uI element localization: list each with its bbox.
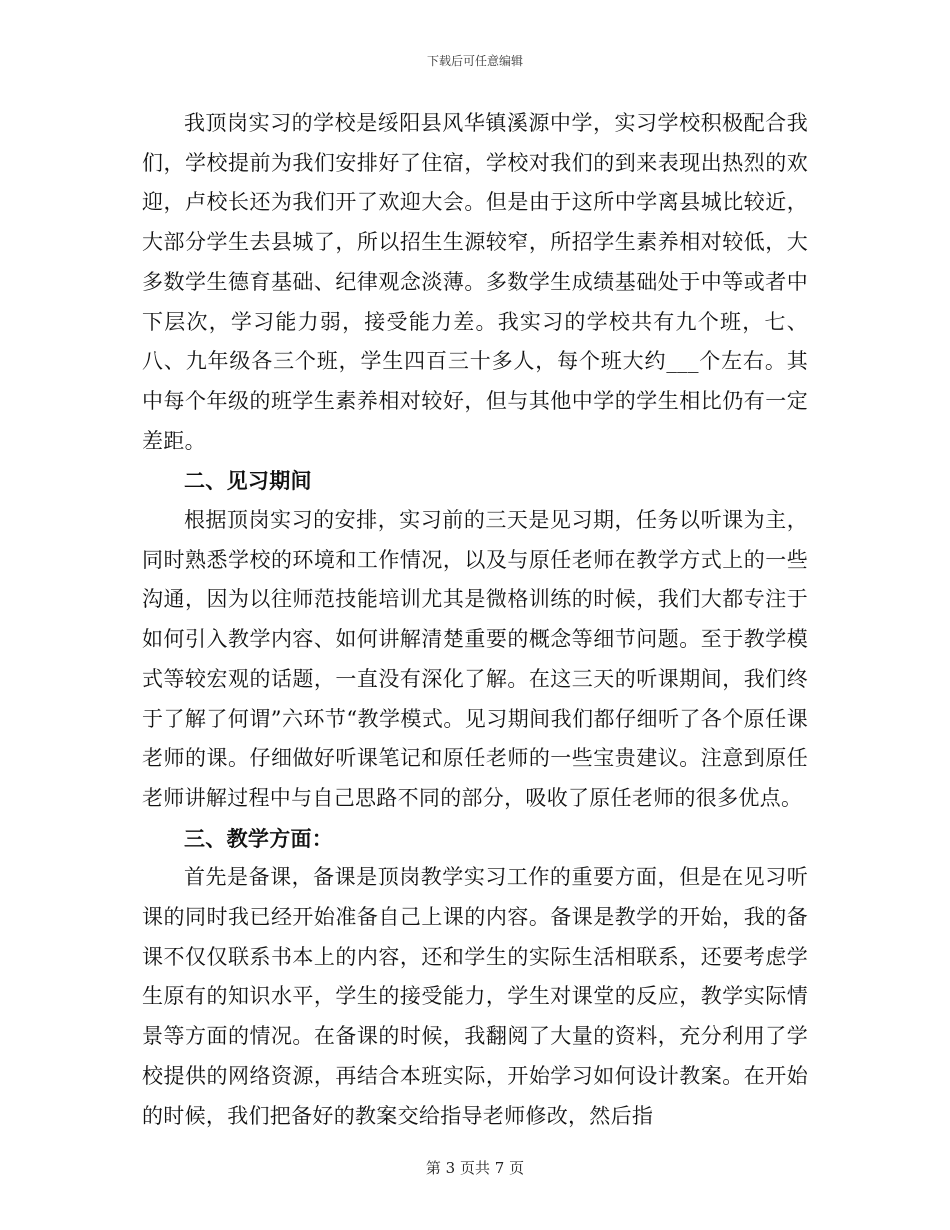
section-heading-teaching: 三、教学方面： bbox=[184, 825, 334, 851]
page-footer: 第 3 页共 7 页 bbox=[425, 1159, 525, 1177]
section-heading-observation: 二、见习期间 bbox=[184, 468, 312, 494]
paragraph-observation: 根据顶岗实习的安排，实习前的三天是见习期，任务以听课为主，同时熟悉学校的环境和工作情况，以及与原任老师在教学方式上的一些沟通，因为以往师范技能培训尤其是微格训练的时候，我们大都专注于如何引入教学内容、如何讲解清楚重要的概念等细节问题。至于教学模式等较宏观的话题，一直没有深化了解。在这三天的听课期间，我们终于了解了何谓”六环节“教学模式。见习期间我们都仔细听了各个原任课老师的课。仔细做好听课笔记和原任老师的一些宝贵建议。注意到原任老师讲解过程中与自己思路不同的部分，吸收了原任老师的很多优点。 bbox=[142, 508, 808, 810]
paragraph-teaching: 首先是备课，备课是顶岗教学实习工作的重要方面，但是在见习听课的同时我已经开始准备自己上课的内容。备课是教学的开始，我的备课不仅仅联系书本上的内容，还和学生的实际生活相联系，还要考虑学生原有的知识水平，学生的接受能力，学生对课堂的反应，教学实际情景等方面的情况。在备课的时候，我翻阅了大量的资料，充分利用了学校提供的网络资源，再结合本班实际，开始学习如何设计教案。在开始的时候，我们把备好的教案交给指导老师修改，然后指 bbox=[142, 865, 808, 1128]
paragraph-school-intro: 我顶岗实习的学校是绥阳县风华镇溪源中学，实习学校积极配合我们，学校提前为我们安排好了住宿，学校对我们的到来表现出热烈的欢迎，卢校长还为我们开了欢迎大会。但是由于这所中学离县城比较近，大部分学生去县城了，所以招生生源较窄，所招学生素养相对较低，大多数学生德育基础、纪律观念淡薄。多数学生成绩基础处于中等或者中下层次，学习能力弱，接受能力差。我实习的学校共有九个班，七、八、九年级各三个班，学生四百三十多人，每个班大约___个左右。其中每个年级的班学生素养相对较好，但与其他中学的学生相比仍有一定差距。 bbox=[142, 111, 808, 453]
document-body bbox=[142, 104, 808, 1136]
page-header: 下载后可任意编辑 bbox=[426, 54, 523, 68]
